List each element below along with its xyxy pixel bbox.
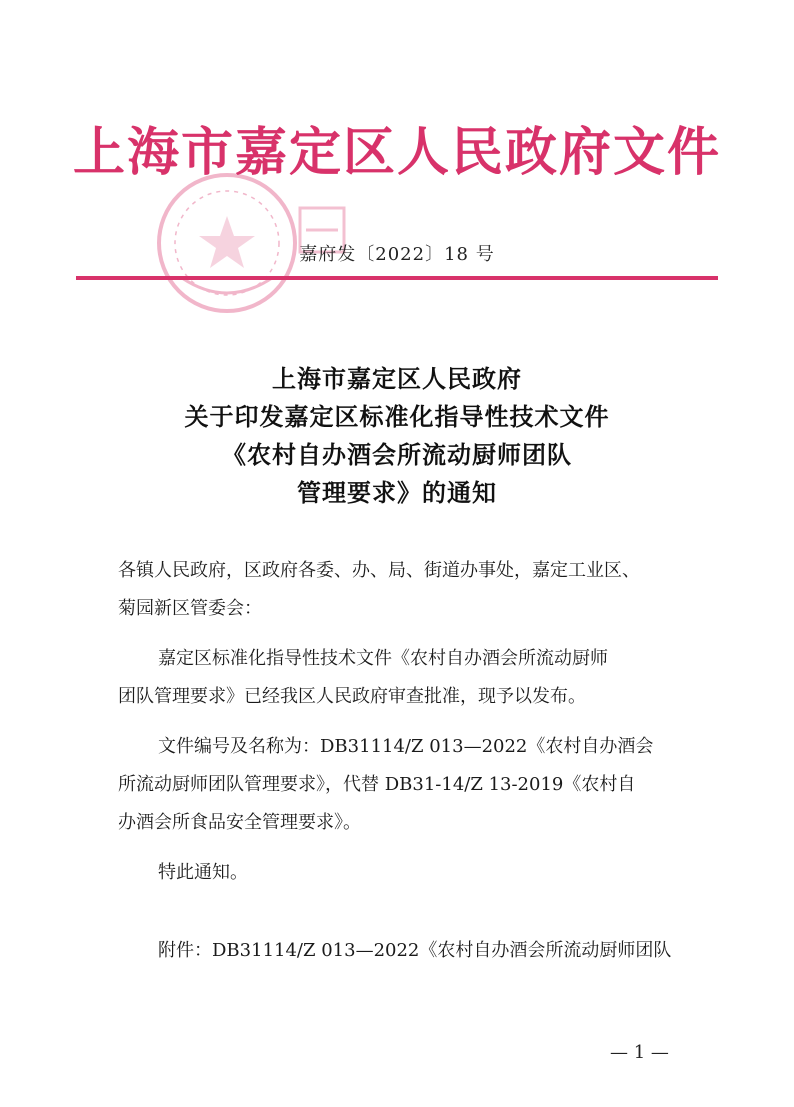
document-number: 嘉府发〔2022〕18 号 bbox=[299, 244, 495, 265]
body-paragraph-line: 文件编号及名称为：DB31114/Z 013—2022《农村自办酒会 bbox=[158, 736, 654, 757]
body-paragraph-line: 团队管理要求》已经我区人民政府审查批准，现予以发布。 bbox=[118, 686, 586, 707]
notice-title bbox=[0, 360, 794, 512]
title-line: 上海市嘉定区人民政府 bbox=[272, 364, 522, 393]
title-line: 管理要求》的通知 bbox=[297, 478, 497, 507]
issuer-title: 上海市嘉定区人民政府文件 bbox=[72, 122, 721, 183]
page-number: — 1 — bbox=[610, 1042, 669, 1063]
addressee-line: 菊园新区管委会： bbox=[118, 598, 262, 619]
addressee-line: 各镇人民政府，区政府各委、办、局、街道办事处，嘉定工业区、 bbox=[118, 560, 640, 581]
attachment-line: 附件：DB31114/Z 013—2022《农村自办酒会所流动厨师团队 bbox=[158, 940, 672, 961]
title-line: 《农村自办酒会所流动厨师团队 bbox=[222, 440, 572, 469]
body-paragraph-line: 所流动厨师团队管理要求》，代替 DB31-14/Z 13-2019《农村自 bbox=[118, 774, 636, 795]
title-line: 关于印发嘉定区标准化指导性技术文件 bbox=[184, 402, 610, 431]
body-paragraph-line: 办酒会所食品安全管理要求》。 bbox=[118, 812, 361, 833]
notice-body bbox=[118, 552, 718, 970]
body-paragraph-line: 嘉定区标准化指导性技术文件《农村自办酒会所流动厨师 bbox=[158, 648, 608, 669]
closing-line: 特此通知。 bbox=[158, 862, 248, 883]
header-divider bbox=[76, 276, 718, 280]
